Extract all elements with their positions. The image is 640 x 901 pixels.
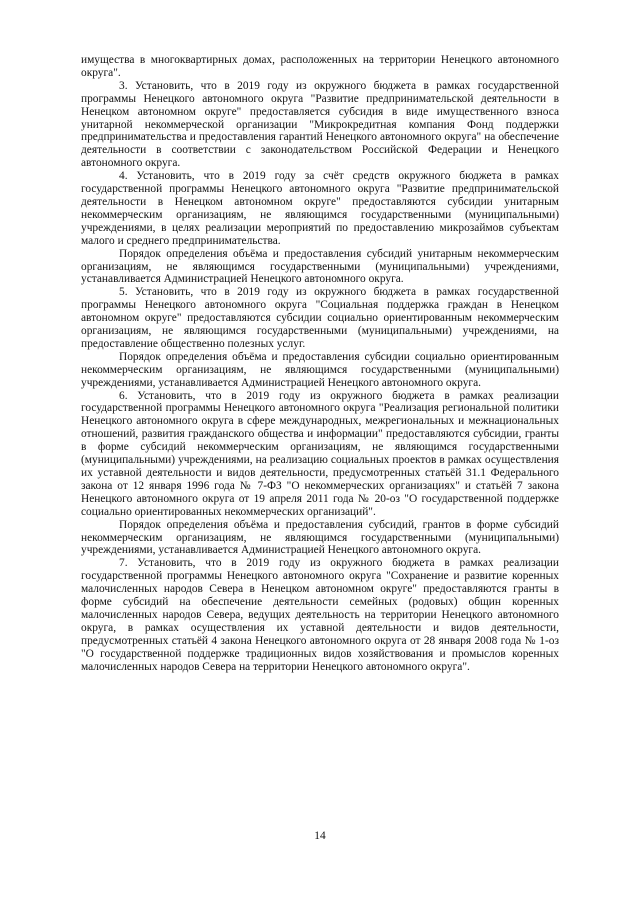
paragraph-continuation: имущества в многоквартирных домах, расположенных на территории Ненецкого автономного округа". bbox=[81, 54, 559, 79]
paragraph-item-4: 4. Установить, что в 2019 году за счёт средств окружного бюджета в рамках государственной программы Ненецкого автономного округа "Развитие предпринимательской деятельности в Ненецком автономном округе" предоставляются субсидии унитарным некоммерческим организациям, не являющимся государственными (муниципальными) учреждениями, в целях реализации мероприятий по предоставлению микрозаймов субъектам малого и среднего предпринимательства. bbox=[81, 170, 559, 247]
paragraph-item-3: 3. Установить, что в 2019 году из окружного бюджета в рамках государственной программы Ненецкого автономного округа "Развитие предпринимательской деятельности в Ненецком автономном округе" предоставляется субсидия в виде имущественного взноса унитарной некоммерческой организации "Микрокредитная компания Фонд поддержки предпринимательства и предоставления гарантий Ненецкого автономного округа" на обеспечение деятельности в соответствии с законодательством Российской Федерации и Ненецкого автономного округа. bbox=[81, 79, 559, 170]
paragraph-item-7: 7. Установить, что в 2019 году из окружного бюджета в рамках реализации государственной программы Ненецкого автономного округа "Сохранение и развитие коренных малочисленных народов Севера в Ненецком автономном округе" предоставляются гранты в форме субсидий на обеспечение деятельности семейных (родовых) общин коренных малочисленных народов Севера, ведущих деятельность на территории Ненецкого автономного округа, в рамках осуществления их уставной деятельности и видов деятельности, предусмотренных статьёй 4 закона Ненецкого автономного округа от 28 января 2008 года № 1-оз "О государственной поддержке традиционных видов хозяйствования и промыслов коренных малочисленных народов Севера на территории Ненецкого автономного округа". bbox=[81, 557, 559, 673]
paragraph-item-5: 5. Установить, что в 2019 году из окружного бюджета в рамках государственной программы Ненецкого автономного округа "Социальная поддержка граждан в Ненецком автономном округе" предоставляются субсидии социально ориентированным некоммерческим организациям, не являющимся государственными (муниципальными) учреждениями, на предоставление общественно полезных услуг. bbox=[81, 286, 559, 350]
paragraph-item-6: 6. Установить, что в 2019 году из окружного бюджета в рамках реализации государственной программы Ненецкого автономного округа "Реализация региональной политики Ненецкого автономного округа в сфере международных, межрегиональных и межнациональных отношений, развития гражданского общества и информации" предоставляются субсидии, гранты в форме субсидий некоммерческим организациям, не являющимся государственными (муниципальными) учреждениями, на реализацию социальных проектов в рамках осуществления их уставной деятельности и видов деятельности, предусмотренных статьёй 31.1 Федерального закона от 12 января 1996 года № 7-ФЗ "О некоммерческих организациях" и статьёй 7 закона Ненецкого автономного округа от 19 апреля 2011 года № 20-оз "О государственной поддержке социально ориентированных некоммерческих организаций". bbox=[81, 389, 559, 518]
document-body bbox=[81, 54, 559, 674]
paragraph-item-4-procedure: Порядок определения объёма и предоставления субсидий унитарным некоммерческим организациям, не являющимся государственными (муниципальными) учреждениями, устанавливается Администрацией Ненецкого автономного округа. bbox=[81, 247, 559, 286]
paragraph-item-5-procedure: Порядок определения объёма и предоставления субсидии социально ориентированным некоммерческим организациям, не являющимся государственными (муниципальными) учреждениями, устанавливается Администрацией Ненецкого автономного округа. bbox=[81, 350, 559, 389]
page-number: 14 bbox=[314, 830, 326, 842]
paragraph-item-6-procedure: Порядок определения объёма и предоставления субсидий, грантов в форме субсидий некоммерческим организациям, не являющимся государственными (муниципальными) учреждениями, устанавливается Администрацией Ненецкого автономного округа. bbox=[81, 518, 559, 557]
